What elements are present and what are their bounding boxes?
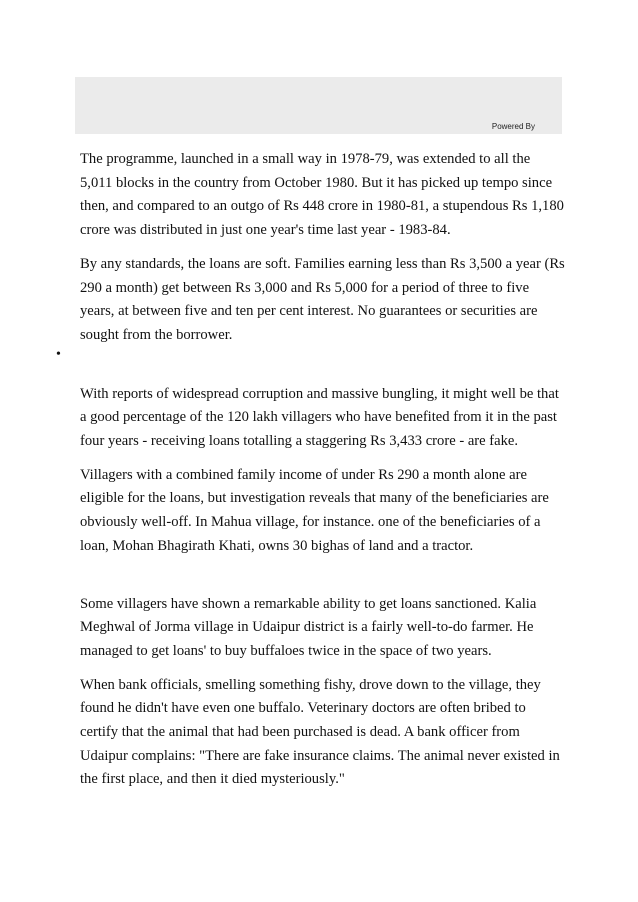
article-paragraph-4: Villagers with a combined family income of under Rs 290 a month alone are eligible for the loans, but investigation reveals that many of the beneficiaries are obviously well-off. In Mahua village, for instance. one of the beneficiaries of a loan, Mohan Bhagirath Khati, owns 30 bighas of land and a tractor. — [80, 466, 549, 554]
article-paragraph-2: By any standards, the loans are soft. Families earning less than Rs 3,500 a year (Rs 290 a month) get between Rs 3,000 and Rs 5,000 for a period of three to five years, at between five and ten per cent interest. No guarantees or securities are sought from the borrower. — [80, 255, 565, 343]
article-paragraph-3: With reports of widespread corruption and massive bungling, it might well be that a good percentage of the 120 lakh villagers who have benefited from it in the past four years - receiving loans totalling a staggering Rs 3,433 crore - are fake. — [80, 385, 559, 450]
article-body — [80, 148, 565, 792]
ad-banner[interactable] — [75, 77, 562, 134]
powered-by-label: Powered By — [491, 122, 535, 131]
list-bullet: • — [56, 347, 61, 362]
article-paragraph-5: Some villagers have shown a remarkable ability to get loans sanctioned. Kalia Meghwal of Jorma village in Udaipur district is a fairly well-to-do farmer. He managed to get loans' to buy buffaloes twice in the space of two years. — [80, 595, 537, 659]
article-paragraph-6: When bank officials, smelling something fishy, drove down to the village, they found he didn't have even one buffalo. Veterinary doctors are often bribed to certify that the animal that had been purchased is dead. A bank officer from Udaipur complains: "There are fake insurance claims. The animal never existed in the first place, and then it died mysteriously." — [80, 676, 560, 788]
article-paragraph-1: The programme, launched in a small way in 1978-79, was extended to all the 5,011 blocks in the country from October 1980. But it has picked up tempo since then, and compared to an outgo of Rs 448 crore in 1980-81, a stupendous Rs 1,180 crore was distributed in just one year's time last year - 1983-84. — [80, 151, 564, 239]
